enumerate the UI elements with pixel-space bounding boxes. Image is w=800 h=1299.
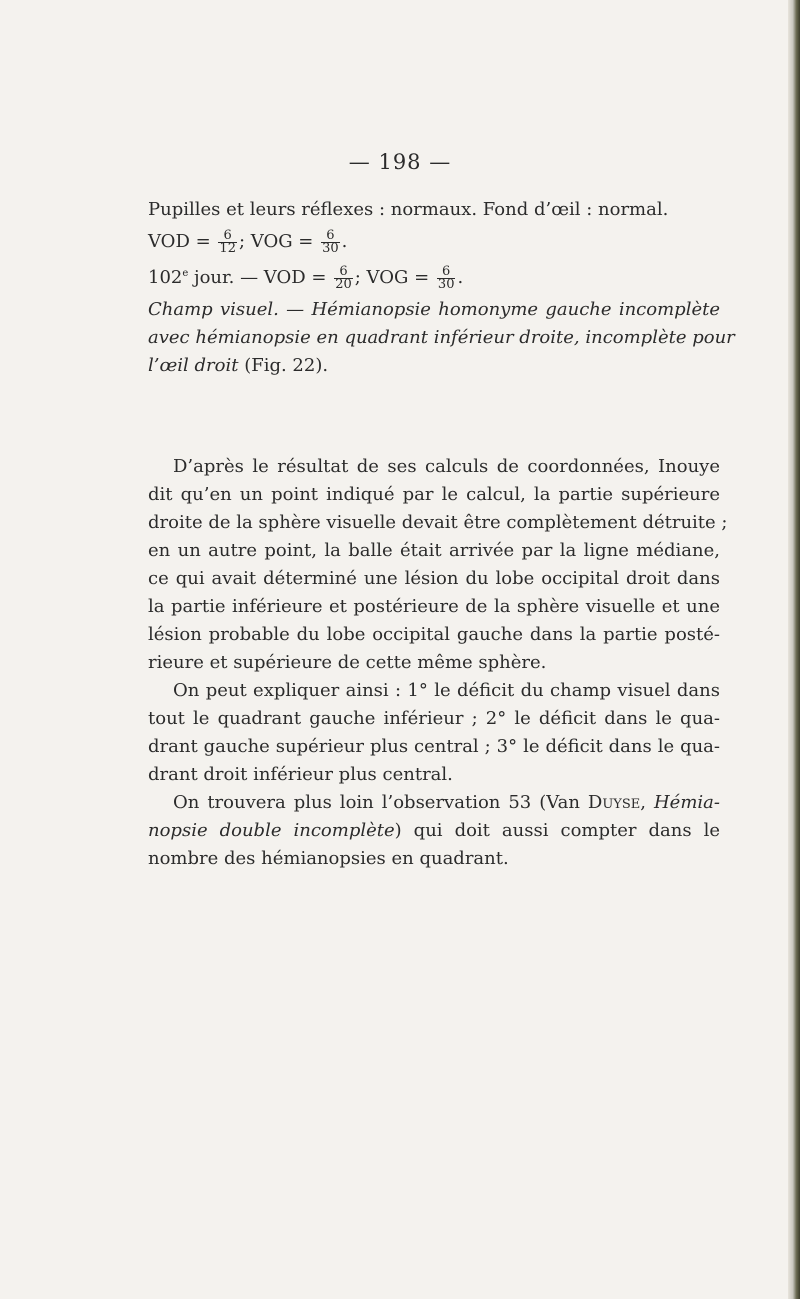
para3-line-2: nopsie double incomplète) qui doit aussi compter dans le — [148, 820, 720, 841]
para1-line: droite de la sphère visuelle devait être complètement détruite ; — [148, 512, 728, 533]
para2-line: On peut expliquer ainsi : 1° le déficit du champ visuel dans — [173, 680, 720, 701]
para2-line: drant gauche supérieur plus central ; 3° le déficit dans le qua- — [148, 736, 720, 757]
vog-fraction: $\frac{6}{30}$ — [322, 227, 339, 256]
day-vog-fraction: $\frac{6}{30}$ — [437, 263, 455, 292]
visual-field-line-1: Champ visuel. — Hémianopsie homonyme gauche incomplète — [148, 299, 720, 320]
acuity-line: VOD = $\frac{6}{12}$ ; VOG = $\frac{6}{30}$ . — [148, 227, 348, 256]
para1-line: rieure et supérieure de cette même sphère. — [148, 652, 547, 673]
day-acuity-line: 102e jour. — VOD = $\frac{6}{20}$ ; VOG = $\frac{6}{30}$ . — [148, 263, 464, 292]
para3-line-3: nombre des hémianopsies en quadrant. — [148, 848, 509, 869]
para1-line: dit qu’en un point indiqué par le calcul, la partie supérieure — [148, 484, 720, 505]
vod-fraction: $\frac{6}{12}$ — [219, 227, 236, 256]
pupils-line: Pupilles et leurs réflexes : normaux. Fond d’œil : normal. — [148, 199, 669, 220]
exam-header — [148, 196, 735, 380]
para2-line: drant droit inférieur plus central. — [148, 764, 453, 785]
para1-line: lésion probable du lobe occipital gauche dans la partie posté- — [148, 624, 720, 645]
para1-line: ce qui avait déterminé une lésion du lobe occipital droit dans — [148, 568, 720, 589]
para2-line: tout le quadrant gauche inférieur ; 2° le déficit dans le qua- — [148, 708, 720, 729]
page-number: — 198 — — [348, 150, 452, 174]
visual-field-line-3: l’œil droit (Fig. 22). — [148, 355, 329, 376]
page-edge — [788, 0, 800, 1299]
day-vod-fraction: $\frac{6}{20}$ — [335, 263, 352, 292]
body-text — [148, 453, 728, 873]
para3-line-1: On trouvera plus loin l’observation 53 (Van Duyse, Hémia- — [173, 792, 720, 813]
para1-line: en un autre point, la balle était arrivée par la ligne médiane, — [148, 540, 720, 561]
para1-line: D’après le résultat de ses calculs de coordonnées, Inouye — [173, 456, 720, 477]
para1-line: la partie inférieure et postérieure de la sphère visuelle et une — [148, 596, 720, 617]
visual-field-line-2: avec hémianopsie en quadrant inférieur droite, incomplète pour — [148, 327, 735, 348]
